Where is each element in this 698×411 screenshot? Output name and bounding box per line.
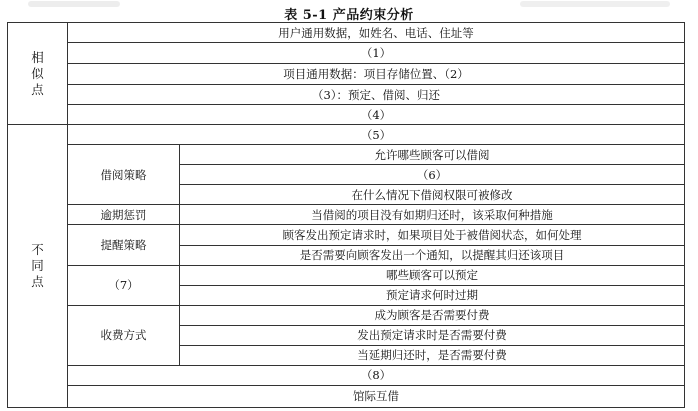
table-cell: 是否需要向顾客发出一个通知，以提醒其归还该项目 [180,245,685,265]
table-cell: （4） [68,105,685,125]
table-cell: （5） [68,125,685,145]
label-char: 相 [31,49,44,65]
table-cell: （1） [68,43,685,64]
item-7-label: （7） [68,265,180,305]
constraint-analysis-table [7,22,685,408]
label-char: 点 [31,81,44,97]
label-char: 似 [31,65,44,81]
table-cell: 发出预定请求时是否需要付费 [180,325,685,345]
reminder-policy-label: 提醒策略 [68,225,180,265]
table-cell: 馆际互借 [68,385,685,407]
table-cell: 成为顾客是否需要付费 [180,305,685,325]
overdue-penalty-label: 逾期惩罚 [68,205,180,225]
table-cell: 预定请求何时过期 [180,285,685,305]
table-cell: （3）：预定、借阅、归还 [68,85,685,105]
lending-policy-label: 借阅策略 [68,145,180,205]
table-cell: 哪些顾客可以预定 [180,265,685,285]
table-cell: 顾客发出预定请求时，如果项目处于被借阅状态，如何处理 [180,225,685,245]
table-cell: 项目通用数据：项目存储位置、（2） [68,64,685,85]
table-cell: 当延期归还时，是否需要付费 [180,345,685,365]
label-char: 不 [31,242,44,258]
table-cell: 在什么情况下借阅权限可被修改 [180,185,685,205]
label-char: 点 [31,274,44,290]
similar-points-label [8,23,68,125]
table-cell: （8） [68,365,685,385]
table-cell: （6） [180,165,685,185]
label-char: 同 [31,258,44,274]
table-cell: 允许哪些顾客可以借阅 [180,145,685,165]
different-points-label [8,125,68,408]
table-title: 表 5-1 产品约束分析 [284,8,414,23]
fee-method-label: 收费方式 [68,305,180,365]
table-cell: 当借阅的项目没有如期归还时，该采取何种措施 [180,205,685,225]
table-cell: 用户通用数据，如姓名、电话、住址等 [68,23,685,43]
